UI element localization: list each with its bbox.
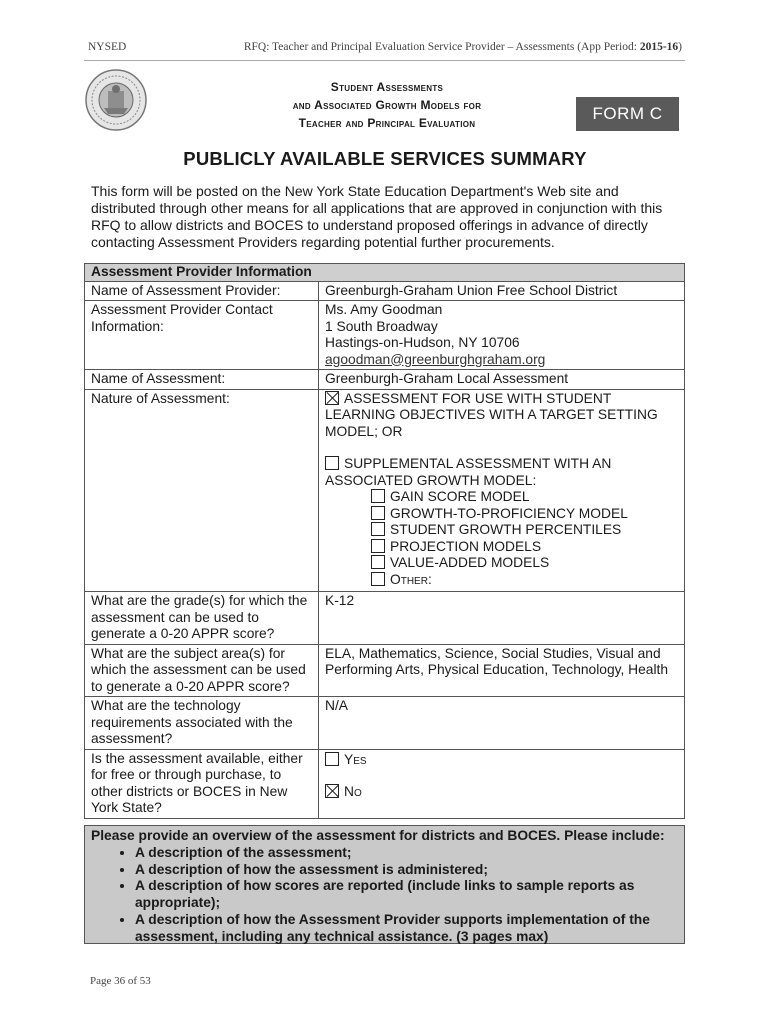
table-row [85,389,685,592]
no-checkbox[interactable] [325,784,339,798]
availability-question: Is the assessment available, either for free or through purchase, to other districts or BOCES in New York State? [85,749,319,818]
assessment-name-answer: Greenburgh-Graham Local Assessment [319,370,685,390]
supplemental-checkbox[interactable] [325,456,339,470]
value-added-models-checkbox[interactable] [371,555,385,569]
other-model-checkbox[interactable] [371,572,385,586]
gain-score-checkbox[interactable] [371,489,385,503]
list-item: • A description of how the Assessment Provider supports implementation of the assessment, including any technical assistance. (3 pages max) [135,912,678,946]
slo-checkbox[interactable] [325,391,339,405]
subjects-answer: ELA, Mathematics, Science, Social Studies, Visual and Performing Arts, Physical Education, Technology, Health [319,644,685,697]
yes-label: Yes [344,751,367,767]
provider-name-question: Name of Assessment Provider: [85,281,319,301]
projection-models-checkbox[interactable] [371,539,385,553]
table-row [85,592,685,645]
nature-question: Nature of Assessment: [85,389,319,592]
contact-answer [319,301,685,370]
table-row [85,697,685,750]
technology-answer: N/A [319,697,685,750]
contact-name: Ms. Amy Goodman [325,302,443,317]
contact-question: Assessment Provider Contact Information: [85,301,319,370]
slo-option-label: ASSESSMENT FOR USE WITH STUDENT LEARNING OBJECTIVES WITH A TARGET SETTING MODEL; OR [325,390,658,439]
page-title: PUBLICLY AVAILABLE SERVICES SUMMARY [183,148,587,169]
other-model-label: Other: [390,571,432,587]
value-added-models-label: VALUE-ADDED MODELS [390,555,550,570]
contact-city: Hastings-on-Hudson, NY 10706 [325,335,520,350]
running-header-right: RFQ: Teacher and Principal Evaluation Service Provider – Assessments (App Period: 2015-16) [243,41,682,53]
header-title-line-3: Teacher and Principal Evaluation [298,116,476,130]
nature-answer [319,389,685,592]
student-growth-percentiles-checkbox[interactable] [371,522,385,536]
header-rule [84,60,685,61]
gain-score-label: GAIN SCORE MODEL [390,489,530,504]
student-growth-percentiles-label: STUDENT GROWTH PERCENTILES [390,522,622,537]
no-label: No [344,784,362,799]
list-item: • A description of the assessment; [135,845,678,862]
growth-to-proficiency-label: GROWTH-TO-PROFICIENCY MODEL [390,505,628,521]
projection-models-label: PROJECTION MODELS [390,538,542,554]
overview-instructions [84,825,685,944]
availability-answer [319,749,685,818]
table-row [85,644,685,697]
list-item: • A description of how scores are reported (include links to sample reports as appropriate); [135,878,678,912]
state-seal-icon [84,68,148,132]
table-row [85,370,685,390]
table-row [85,301,685,370]
list-item: • A description of how the assessment is administered; [135,862,678,879]
grades-question: What are the grade(s) for which the assessment can be used to generate a 0-20 APPR score? [85,592,319,645]
header-title-line-1: Student Assessments [330,80,444,94]
provider-name-answer: Greenburgh-Graham Union Free School District [319,281,685,301]
intro-paragraph: This form will be posted on the New York State Education Department's Web site and distributed through other means for all applications that are approved in conjunction with this RFQ to allow districts and BOCES to understand proposed offerings in advance of directly contacting Assessment Providers regarding potential further procurements. [91,183,663,250]
provider-info-table [84,263,685,819]
page-number: Page 36 of 53 [90,975,151,987]
yes-checkbox[interactable] [325,752,339,766]
section-header-row [85,264,685,282]
table-row [85,281,685,301]
overview-list [91,845,678,946]
header-title-line-2: and Associated Growth Models for [292,98,482,112]
contact-street: 1 South Broadway [325,318,438,334]
grades-answer: K-12 [319,592,685,645]
technology-question: What are the technology requirements associated with the assessment? [85,697,319,750]
supplemental-option-label: SUPPLEMENTAL ASSESSMENT WITH AN ASSOCIATED GROWTH MODEL: [325,456,612,488]
form-c-badge: FORM C [576,97,679,131]
assessment-name-question: Name of Assessment: [85,370,319,390]
section-header: Assessment Provider Information [85,264,319,282]
overview-lead: Please provide an overview of the assessment for districts and BOCES. Please include: [91,828,665,843]
contact-email-link[interactable]: agoodman@greenburghgraham.org [325,351,546,367]
running-header-left: NYSED [88,41,127,53]
subjects-question: What are the subject area(s) for which the assessment can be used to generate a 0-20 APPR score? [85,644,319,697]
growth-to-proficiency-checkbox[interactable] [371,506,385,520]
form-header-title [242,78,532,132]
table-row [85,749,685,818]
